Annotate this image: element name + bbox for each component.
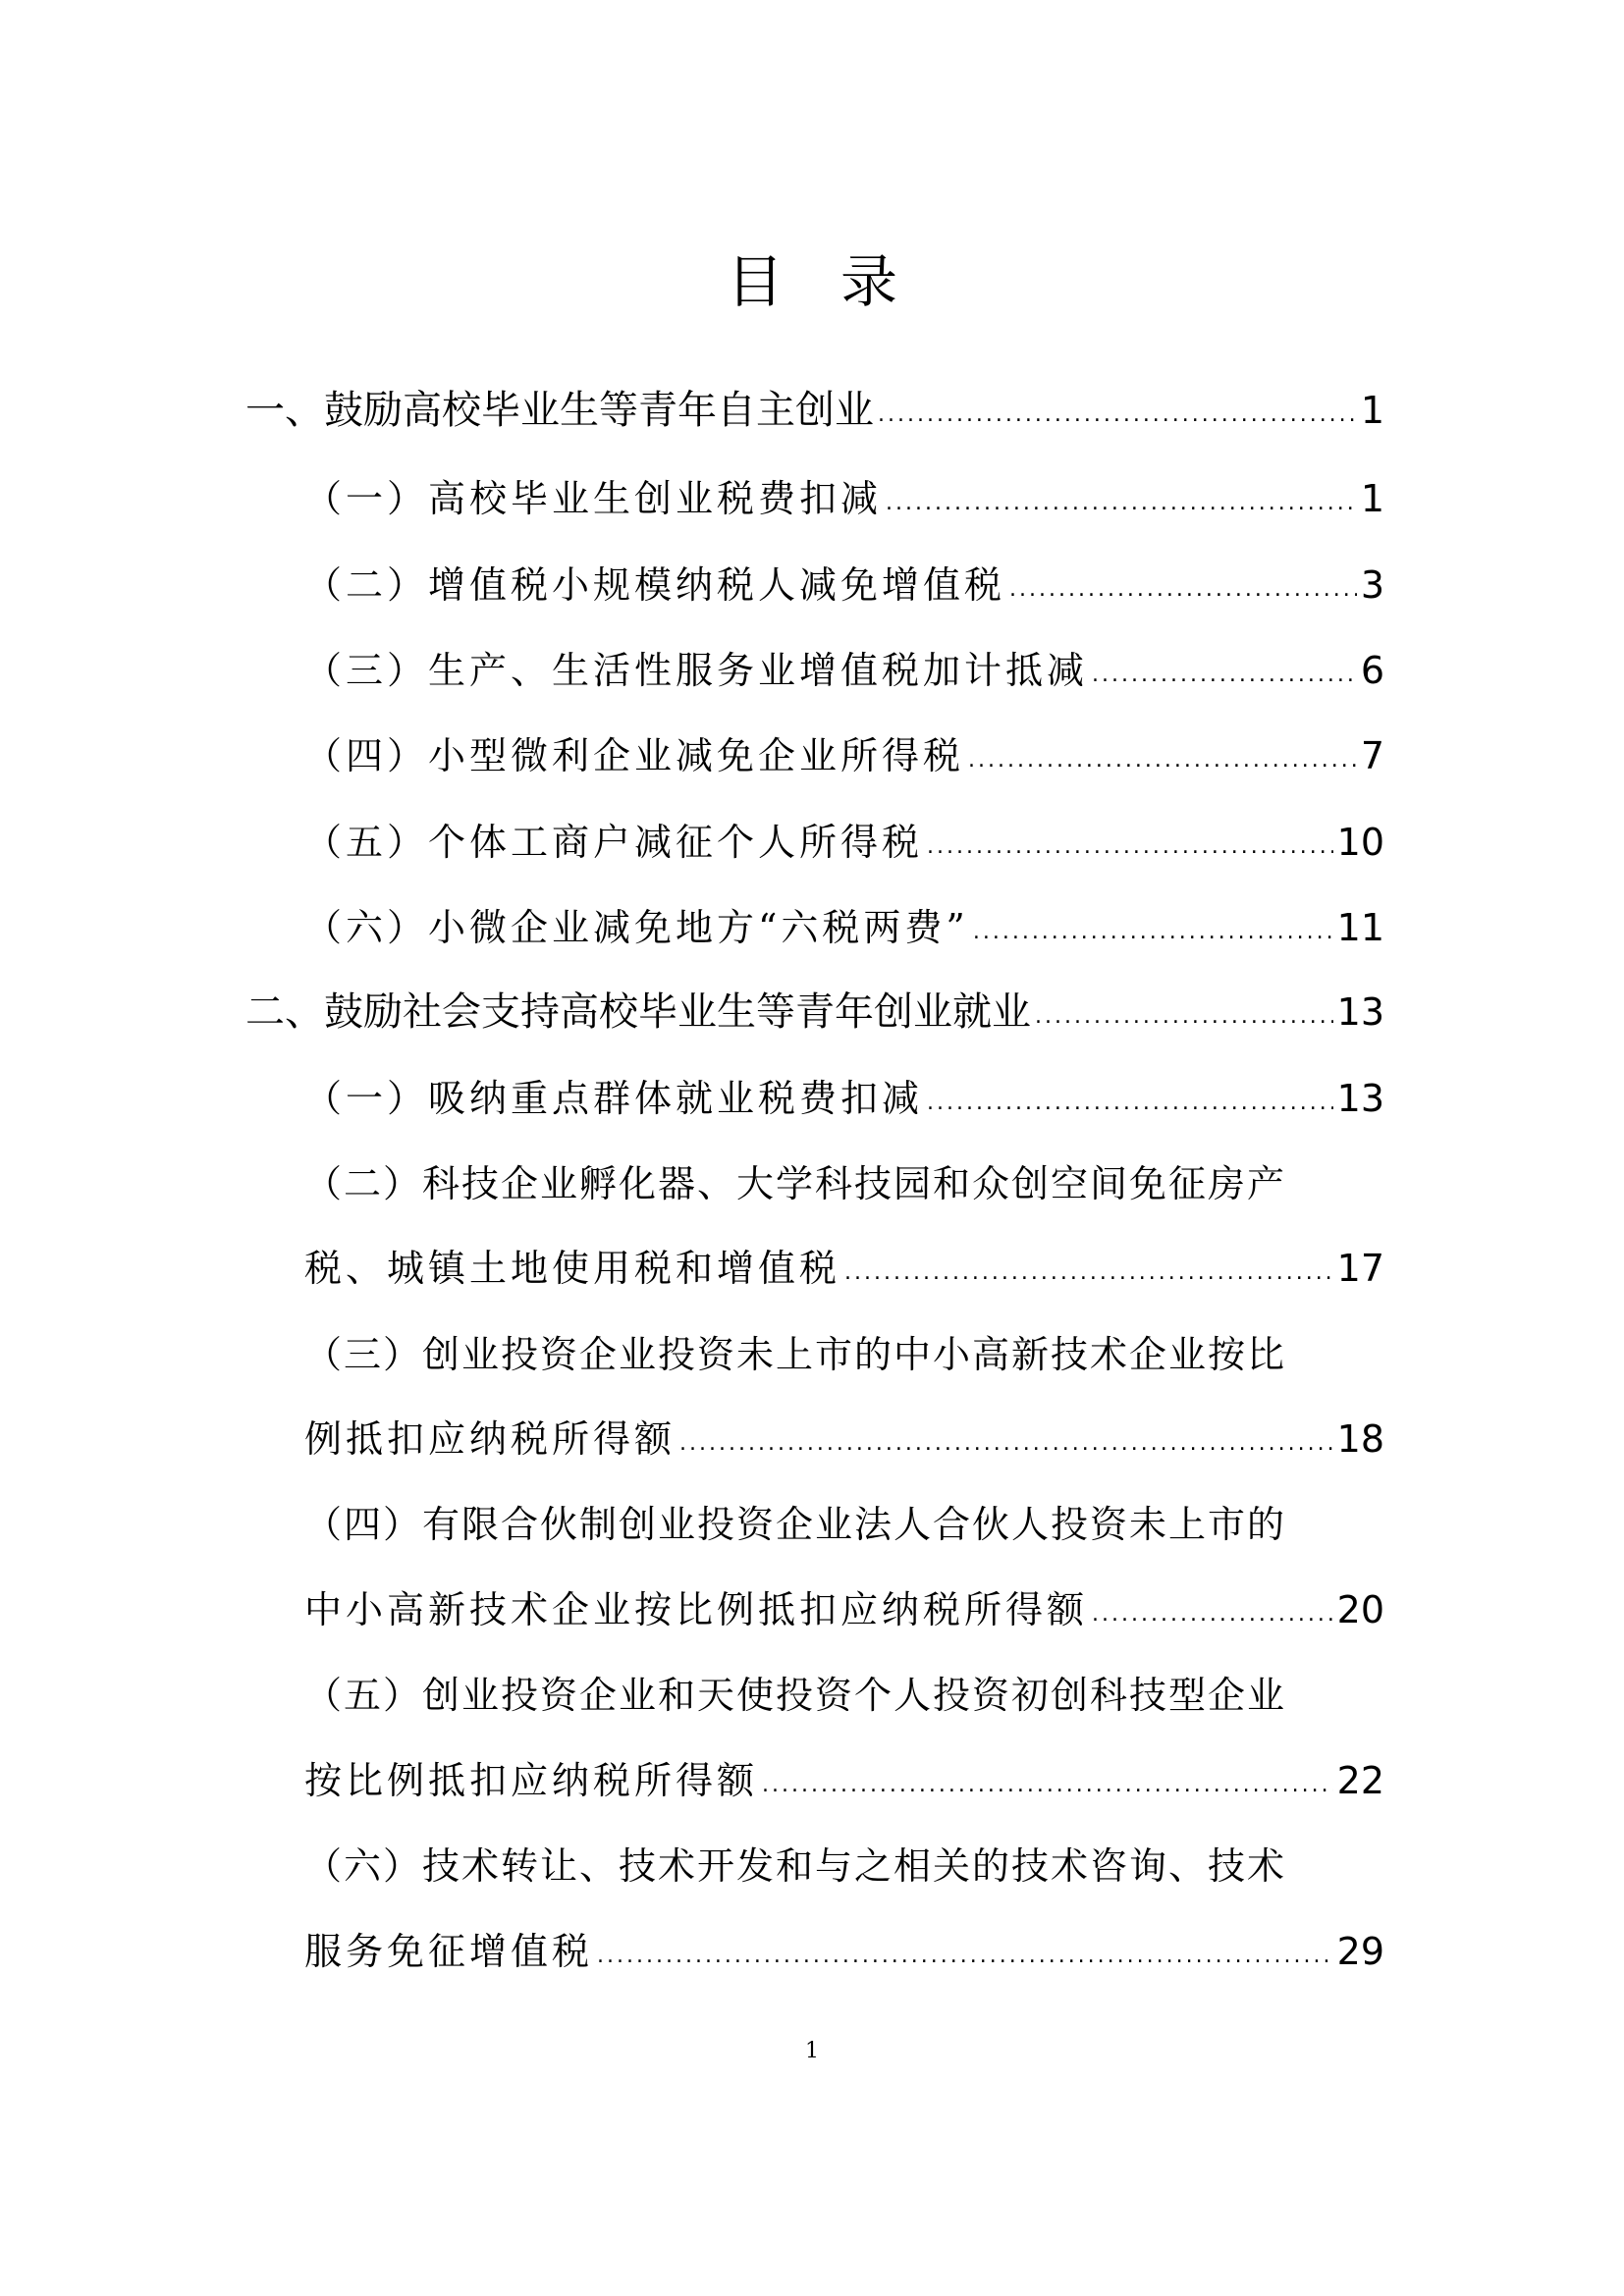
- toc-leader-dots: [597, 1922, 1333, 1981]
- toc-entry-2-3-line2[interactable]: [304, 1410, 1384, 1468]
- toc-leader-dots: [927, 1069, 1333, 1128]
- toc-entry-2-1[interactable]: [304, 1069, 1384, 1128]
- toc-leader-dots: [1092, 641, 1357, 700]
- toc-leader-dots: [1009, 556, 1357, 614]
- toc-entry-title: （五）个体工商户减征个人所得税: [304, 821, 924, 864]
- toc-entry-title: 二、鼓励社会支持高校毕业生等青年创业就业: [245, 989, 1031, 1035]
- toc-entry-page: 22: [1336, 1759, 1384, 1802]
- toc-entry-1-6[interactable]: [304, 898, 1384, 957]
- toc-entry-title: 一、鼓励高校毕业生等青年自主创业: [245, 388, 874, 433]
- toc-leader-dots: [1035, 983, 1333, 1041]
- toc-entry-title: （二）科技企业孵化器、大学科技园和众创空间免征房产: [304, 1162, 1287, 1205]
- toc-entry-1-3[interactable]: [304, 641, 1384, 700]
- toc-entry-title-continued: 按比例抵扣应纳税所得额: [304, 1759, 759, 1802]
- toc-entry-title-continued: 中小高新技术企业按比例抵扣应纳税所得额: [304, 1588, 1089, 1631]
- toc-entry-page: 13: [1336, 1077, 1384, 1120]
- toc-entry-1-5[interactable]: [304, 813, 1384, 872]
- toc-entry-title: （一）吸纳重点群体就业税费扣减: [304, 1077, 924, 1120]
- toc-entry-page: 3: [1360, 563, 1384, 607]
- toc-leader-dots: [679, 1410, 1333, 1468]
- toc-leader-dots: [886, 469, 1357, 528]
- toc-entry-1-1[interactable]: [304, 469, 1384, 528]
- toc-entry-title: （三）生产、生活性服务业增值税加计抵减: [304, 649, 1089, 692]
- toc-entry-page: 29: [1336, 1930, 1384, 1973]
- toc-entry-title: （六）技术转让、技术开发和与之相关的技术咨询、技术: [304, 1844, 1287, 1888]
- toc-entry-page: 10: [1336, 821, 1384, 864]
- toc-entry-title: （六）小微企业减免地方“六税两费”: [304, 906, 969, 949]
- toc-entry-2-2-line2[interactable]: [304, 1239, 1384, 1298]
- toc-entry-title: （五）创业投资企业和天使投资个人投资初创科技型企业: [304, 1674, 1287, 1717]
- toc-entry-2-3-line1[interactable]: [304, 1325, 1384, 1384]
- toc-entry-page: 6: [1360, 649, 1384, 692]
- toc-entry-1-4[interactable]: [304, 726, 1384, 785]
- toc-entry-title: （四）小型微利企业减免企业所得税: [304, 734, 965, 777]
- toc-leader-dots: [1092, 1580, 1333, 1639]
- toc-entry-section-2[interactable]: [245, 983, 1384, 1041]
- toc-entry-2-6-line1[interactable]: [304, 1837, 1384, 1896]
- toc-entry-page: 20: [1336, 1588, 1384, 1631]
- page-title-char: 目: [726, 248, 784, 315]
- toc-entry-page: 13: [1336, 990, 1384, 1034]
- toc-entry-title-continued: 服务免征增值税: [304, 1930, 594, 1973]
- toc-entry-section-1[interactable]: [245, 381, 1384, 440]
- toc-entry-2-6-line2[interactable]: [304, 1922, 1384, 1981]
- toc-entry-page: 7: [1360, 734, 1384, 777]
- toc-entry-2-2-line1[interactable]: [304, 1154, 1384, 1213]
- toc-entry-2-5-line2[interactable]: [304, 1751, 1384, 1810]
- toc-leader-dots: [968, 726, 1357, 785]
- toc-entry-title: （四）有限合伙制创业投资企业法人合伙人投资未上市的: [304, 1503, 1287, 1546]
- toc-entry-1-2[interactable]: [304, 556, 1384, 614]
- toc-entry-2-4-line2[interactable]: [304, 1580, 1384, 1639]
- page-number: 1: [805, 2039, 819, 2063]
- page-title-char: 录: [840, 248, 898, 315]
- toc-leader-dots: [844, 1239, 1333, 1298]
- toc-entry-title: （二）增值税小规模纳税人减免增值税: [304, 563, 1006, 607]
- toc-entry-page: 11: [1336, 906, 1384, 949]
- toc-entry-page: 1: [1360, 477, 1384, 520]
- toc-leader-dots: [927, 813, 1333, 872]
- toc-leader-dots: [878, 381, 1357, 440]
- toc-entry-title-continued: 税、城镇土地使用税和增值税: [304, 1247, 841, 1290]
- toc-entry-page: 17: [1336, 1247, 1384, 1290]
- toc-leader-dots: [762, 1751, 1333, 1810]
- toc-entry-title: （三）创业投资企业投资未上市的中小高新技术企业按比: [304, 1333, 1287, 1376]
- toc-entry-2-4-line1[interactable]: [304, 1495, 1384, 1554]
- toc-entry-page: 18: [1336, 1417, 1384, 1461]
- toc-entry-page: 1: [1360, 389, 1384, 432]
- toc-entry-2-5-line1[interactable]: [304, 1666, 1384, 1725]
- toc-entry-title: （一）高校毕业生创业税费扣减: [304, 477, 883, 520]
- toc-entry-title-continued: 例抵扣应纳税所得额: [304, 1417, 677, 1461]
- toc-leader-dots: [973, 898, 1333, 957]
